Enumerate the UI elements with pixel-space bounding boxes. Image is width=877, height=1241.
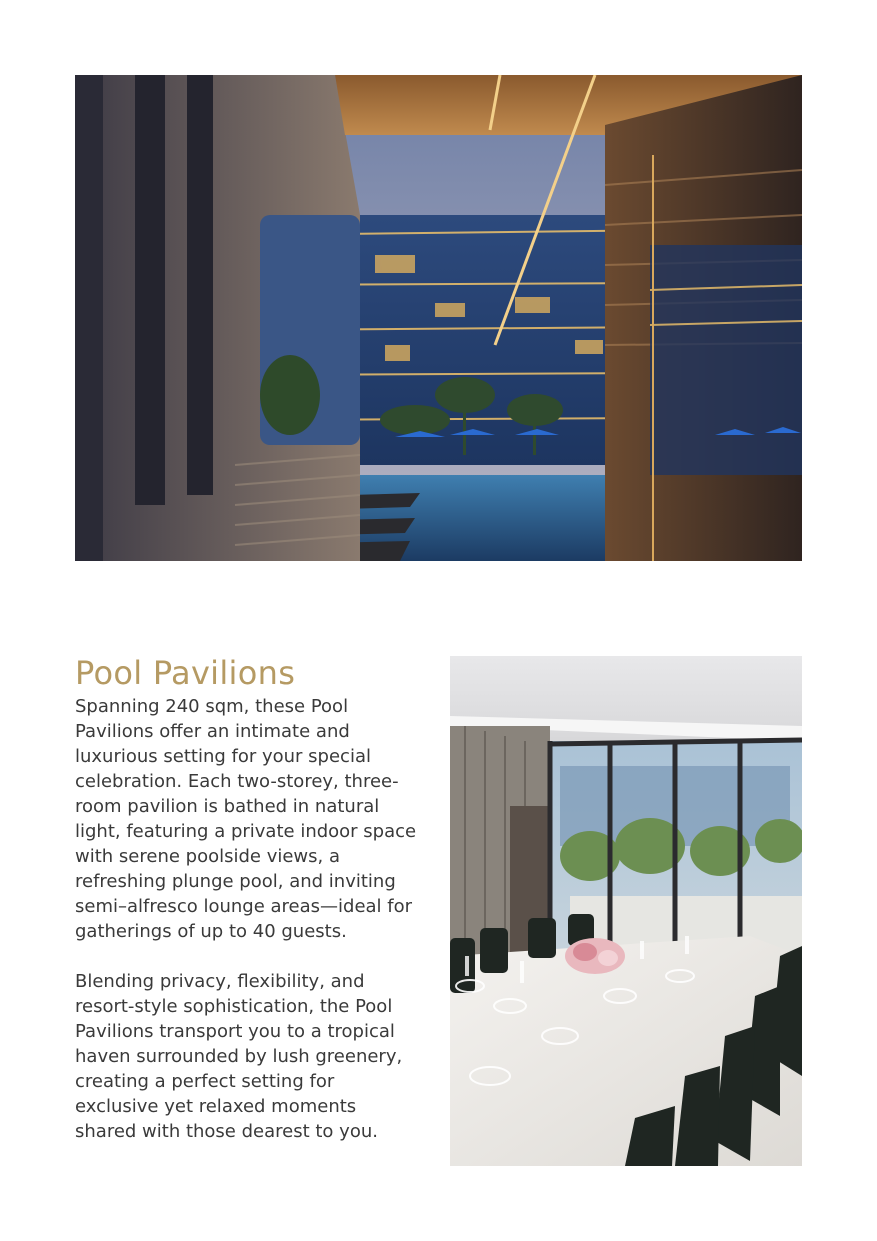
side-photo [450, 656, 802, 1166]
section-title: Pool Pavilions [75, 654, 296, 692]
text-column [75, 652, 420, 1144]
paragraph-details: Blending privacy, flexibility, and resort-style sophistication, the Pool Pavilions transport you to a tropical haven surrounded by lush greenery, creating a perfect setting for exclusive yet relaxed moments shared with those dearest to you. [75, 971, 403, 1142]
photo-pavilion-courtyard-icon [75, 75, 802, 561]
photo-dining-room-icon [450, 656, 802, 1166]
paragraph-intro: Spanning 240 sqm, these Pool Pavilions offer an intimate and luxurious setting for your special celebration. Each two-storey, three-room pavilion is bathed in natural light, featuring a private indoor space with serene poolside views, a refreshing plunge pool, and inviting semi–alfresco lounge areas—ideal for gatherings of up to 40 guests. [75, 696, 417, 942]
hero-photo [75, 75, 802, 561]
